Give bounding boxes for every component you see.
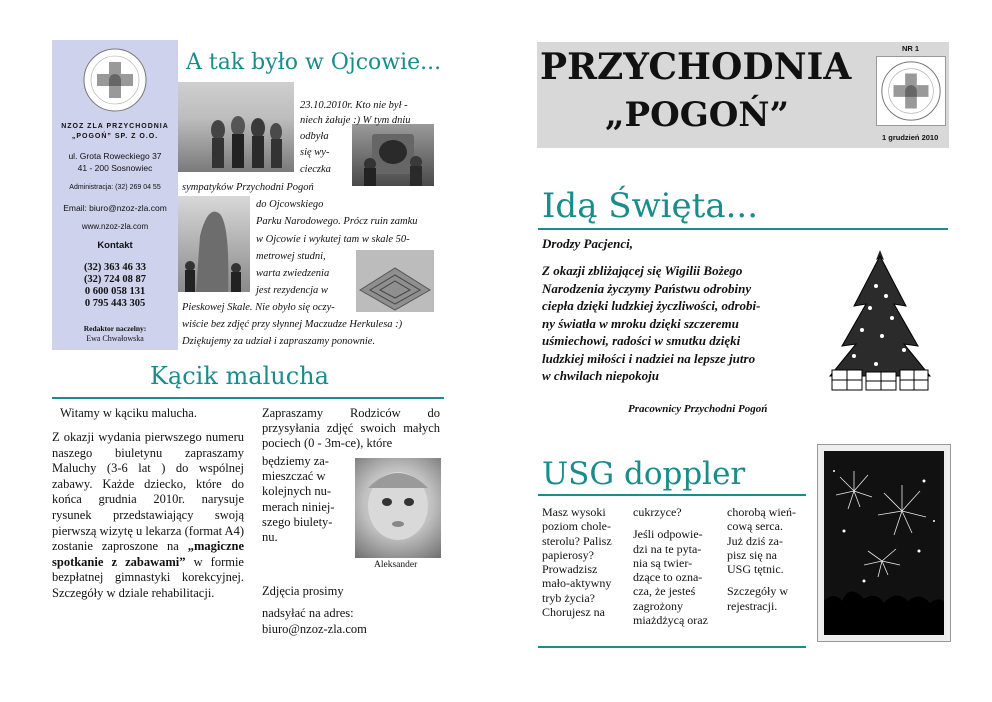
usg-col-2: cukrzyce? Jeśli odpowie- dzi na te pyta- nia są twier- dzące to ozna- cza, że jesteś zagrożony miażdżycą oraz: [633, 505, 708, 628]
trip-photo-rock: [178, 196, 250, 292]
kacik-rule: [52, 397, 444, 399]
usg-rule: [538, 494, 806, 496]
org-name: NZOZ ZLA PRZYCHODNIA „POGOŃ” SP. Z O.O.: [61, 123, 169, 140]
editor-name: Ewa Chwałowska: [86, 334, 144, 343]
issue-number: NR 1: [902, 44, 920, 53]
masthead-title: PRZYCHODNIA: [540, 46, 852, 88]
kacik-invite-side: będziemy za- mieszczać w kolejnych nu- merach niniej- szego biulety- nu.: [262, 454, 335, 545]
ojcow-line-9: w Ojcowie i wykutej tam w skale 50-: [256, 234, 410, 245]
masthead-subtitle: „POGOŃ”: [605, 95, 790, 135]
ojcow-title: A tak było w Ojcowie...: [186, 50, 442, 75]
trip-photo-maze: [356, 250, 434, 312]
usg-col-3: chorobą wień- cową serca. Już dziś za- pisz się na USG tętnic. Szczegóły w rejestracji.: [727, 505, 796, 613]
usg-title: USG doppler: [542, 456, 746, 492]
baby-photo: [355, 458, 441, 558]
kacik-send-to: nadsyłać na adres:: [262, 606, 354, 620]
ojcow-line-5: cieczka: [300, 164, 331, 175]
kacik-paragraph: Z okazji wydania pierwszego numeru naszego biuletynu zapraszamy Maluchy (3-6 lat ) do wspólnej zabawy. Każde dziecko, które do końca grudnia 2010r. narysuje rysunek przedstawiający swoją pierwszą wizytę u lekarza (format A4) zostanie zaproszone na „magiczne spotkanie z zabawami” w formie bezpłatnej gimnastyki korekcyjnej. Szczegóły w dziale rehabilitacji.: [52, 430, 244, 600]
admin-phone: Administracja: (32) 269 04 55: [69, 184, 161, 191]
fireworks-photo: [824, 451, 944, 635]
ojcow-line-1: 23.10.2010r. Kto nie był -: [300, 100, 408, 111]
ojcow-line-4: się wy-: [300, 147, 330, 158]
ojcow-line-15: Dziękujemy za udział i zapraszamy ponownie.: [182, 336, 376, 347]
phone-list: (32) 363 46 33 (32) 724 08 87 0 600 058 131 0 795 443 305: [83, 262, 147, 309]
ida-rule: [538, 228, 948, 230]
ida-signature: Pracownicy Przychodni Pogoń: [628, 403, 768, 415]
ojcow-line-6: sympatyków Przychodni Pogoń: [182, 182, 314, 193]
ojcow-line-2: niech żałuje :) W tym dniu: [300, 115, 411, 126]
ojcow-line-3: odbyła: [300, 131, 329, 142]
ojcow-line-12: jest rezydencja w: [256, 285, 328, 296]
kacik-title: Kącik malucha: [150, 362, 329, 390]
email-link[interactable]: Email: biuro@nzoz-zla.com: [63, 203, 167, 213]
ojcow-line-13: Pieskowej Skale. Nie obyło się oczy-: [182, 302, 335, 313]
kacik-invite: Zapraszamy Rodziców do przysyłania zdjęć swoich małych pociech (0 - 3m-ce), które: [262, 406, 440, 450]
issue-date: 1 grudzień 2010: [882, 133, 939, 142]
kacik-welcome: Witamy w kąciku malucha.: [60, 406, 197, 420]
kacik-email[interactable]: biuro@nzoz-zla.com: [262, 622, 367, 636]
clinic-logo-small: [876, 56, 946, 126]
ojcow-line-11: warta zwiedzenia: [256, 268, 330, 279]
kacik-photos-please: Zdjęcia prosimy: [262, 584, 344, 598]
ida-wishes: Z okazji zbliżającej się Wigilii Bożego Narodzenia życzymy Państwu odrobiny ciepła dzięki ludzkiej życzliwości, odrobi- ny światła w mroku dzięki szczeremu uśmiechowi, radości w smutku dzięki ludzkiej miłości i nadziei na lepsze jutro w chwilach niepokoju: [542, 263, 761, 383]
clinic-logo: [82, 47, 148, 113]
baby-caption: Aleksander: [374, 560, 418, 570]
ojcow-line-10: metrowej studni,: [256, 251, 326, 262]
ojcow-line-7: do Ojcowskiego: [256, 199, 324, 210]
trip-photo-well: [352, 124, 434, 186]
ojcow-line-8: Parku Narodowego. Prócz ruin zamku: [256, 216, 418, 227]
editor-label: Redaktor naczelny:: [83, 324, 147, 333]
ojcow-line-14: wiście bez zdjęć przy słynnej Maczudze Herkulesa :): [182, 319, 403, 330]
trip-photo-group: [178, 82, 294, 172]
christmas-tree-image: [826, 246, 934, 396]
ida-greeting: Drodzy Pacjenci,: [542, 236, 633, 251]
website-link[interactable]: www.nzoz-zla.com: [81, 222, 149, 231]
address: ul. Grota Roweckiego 37 41 - 200 Sosnowiec: [68, 151, 162, 173]
usg-bottom-rule: [538, 646, 806, 648]
ida-title: Idą Święta...: [542, 186, 759, 226]
usg-col-1: Masz wysoki poziom chole- sterolu? Palisz papierosy? Prowadzisz mało-aktywny tryb życia? Chorujesz na: [542, 505, 612, 620]
contact-heading: Kontakt: [97, 240, 133, 251]
